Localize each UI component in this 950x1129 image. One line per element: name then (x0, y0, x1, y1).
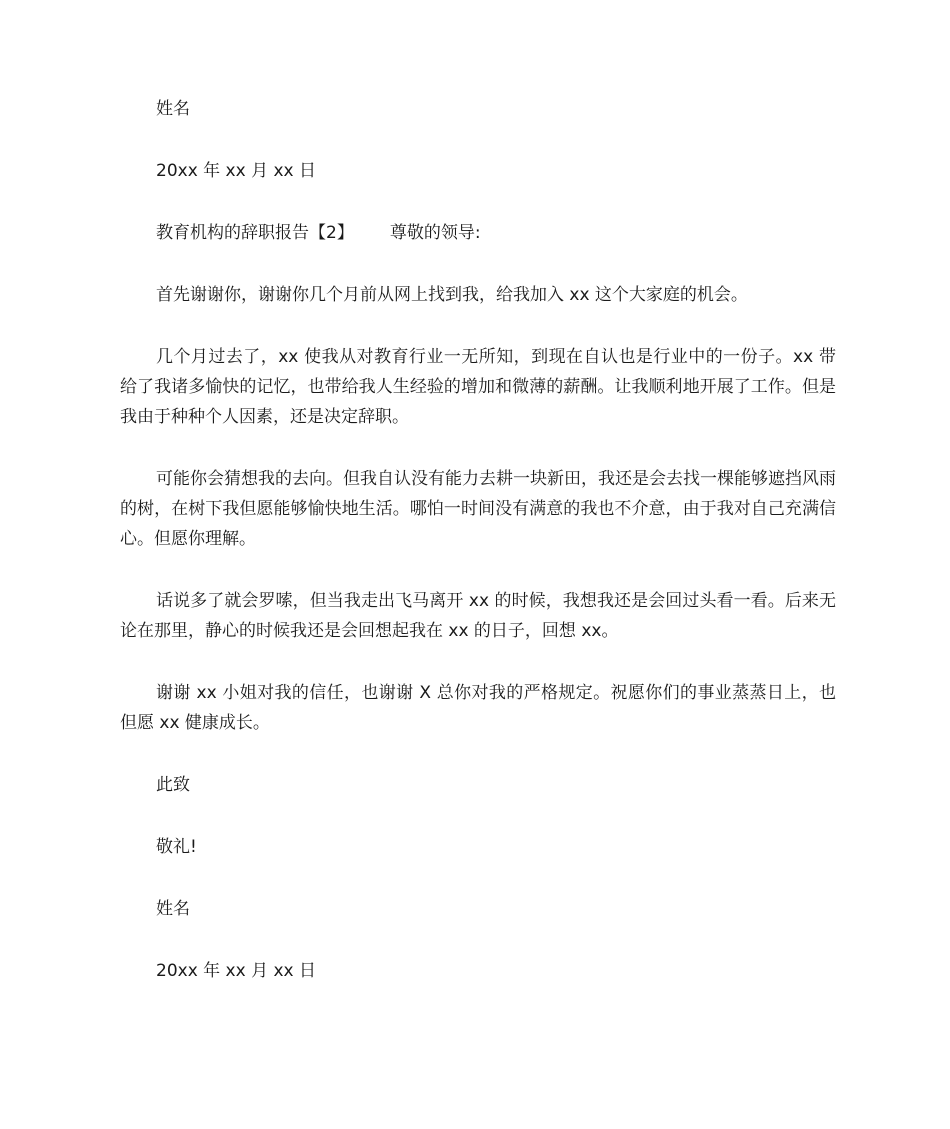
paragraph-wishes: 谢谢 xx 小姐对我的信任，也谢谢 X 总你对我的严格规定。祝愿你们的事业蒸蒸日上，也但愿 xx 健康成长。 (120, 683, 836, 733)
paragraph-memories: 话说多了就会罗嗦，但当我走出飞马离开 xx 的时候，我想我还是会回过头看一看。后来无论在那里，静心的时候我还是会回想起我在 xx 的日子，回想 xx。 (120, 591, 836, 641)
title-line (120, 218, 836, 248)
paragraph-experience: 几个月过去了，xx 使我从对教育行业一无所知，到现在自认也是行业中的一份子。xx 带给了我诸多愉快的记忆，也带给我人生经验的增加和微薄的薪酬。让我顺利地开展了工作。但是我由于种种个人因素，还是决定辞职。 (120, 347, 836, 427)
paragraph-future: 可能你会猜想我的去向。但我自认没有能力去耕一块新田，我还是会去找一棵能够遮挡风雨的树，在树下我但愿能够愉快地生活。哪怕一时间没有满意的我也不介意，由于我对自己充满信心。但愿你理解。 (120, 469, 836, 549)
closing-jingli: 敬礼! (156, 837, 197, 857)
letter-body (120, 94, 836, 1018)
section-title: 教育机构的辞职报告【2】 (156, 223, 354, 243)
closing-cizhi: 此致 (156, 775, 190, 795)
signature-name: 姓名 (156, 99, 190, 119)
signature-date: 20xx 年 xx 月 xx 日 (156, 161, 317, 181)
signature-date-final: 20xx 年 xx 月 xx 日 (156, 961, 317, 981)
signature-name-final: 姓名 (156, 899, 190, 919)
paragraph-thanks: 首先谢谢你，谢谢你几个月前从网上找到我，给我加入 xx 这个大家庭的机会。 (156, 285, 748, 305)
salutation: 尊敬的领导: (389, 223, 481, 243)
